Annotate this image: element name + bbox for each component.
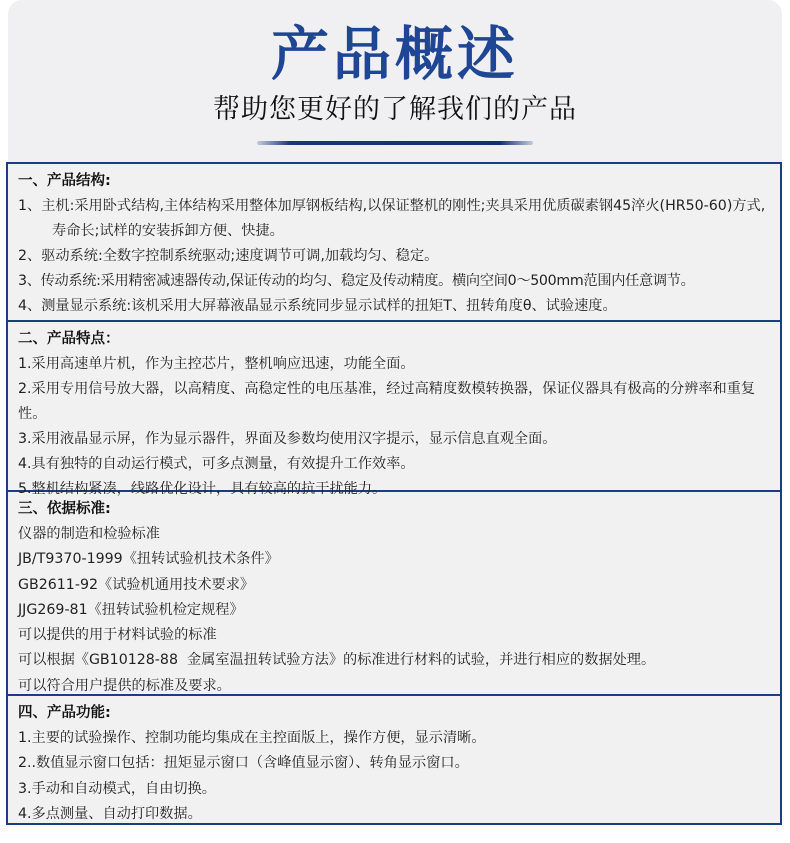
list-item: JJG269-81《扭转试验机检定规程》 xyxy=(18,601,244,618)
list-item: 可以符合用户提供的标准及要求。 xyxy=(18,677,231,694)
title-divider xyxy=(257,141,533,145)
list-item: 4.多点测量、自动打印数据。 xyxy=(18,805,202,822)
page-title: 产品概述 xyxy=(270,20,519,88)
list-item: JB/T9370-1999《扭转试验机技术条件》 xyxy=(18,551,279,568)
list-item: 1.采用高速单片机，作为主控芯片，整机响应迅速，功能全面。 xyxy=(18,356,415,372)
list-item: 仪器的制造和检验标准 xyxy=(18,526,160,542)
page-subtitle: 帮助您更好的了解我们的产品 xyxy=(213,94,577,125)
section-structure xyxy=(6,162,782,322)
list-item: 4、测量显示系统:该机采用大屏幕液晶显示系统同步显示试样的扭矩T、扭转角度θ、试验速度。 xyxy=(18,298,617,314)
section-functions xyxy=(6,694,782,825)
section-heading: 一、产品结构: xyxy=(18,173,111,189)
list-item: GB2611-92《试验机通用技术要求》 xyxy=(18,576,255,593)
list-item: 3.手动和自动模式，自由切换。 xyxy=(18,780,216,797)
section-heading: 二、产品特点： xyxy=(18,331,120,347)
list-item: 1、主机:采用卧式结构,主体结构采用整体加厚钢板结构,以保证整机的刚性;夹具采用优质碳素钢45淬火(HR50-60)方式,寿命长;试样的安装拆卸方便、快捷。 xyxy=(18,198,766,239)
list-item: 3、传动系统:采用精密减速器传动,保证传动的均匀、稳定及传动精度。横向空间0～500mm范围内任意调节。 xyxy=(18,273,695,289)
list-item: 2..数值显示窗口包括：扭矩显示窗口（含峰值显示窗）、转角显示窗口。 xyxy=(18,755,469,772)
section-standards xyxy=(6,490,782,696)
list-item: 3.采用液晶显示屏，作为显示器件，界面及参数均使用汉字提示，显示信息直观全面。 xyxy=(18,431,557,447)
list-item: 2.采用专用信号放大器，以高精度、高稳定性的电压基准，经过高精度数模转换器，保证仪器具有极高的分辨率和重复性。 xyxy=(18,381,756,422)
section-features xyxy=(6,320,782,497)
list-item: 可以提供的用于材料试验的标准 xyxy=(18,627,217,644)
list-item: 可以根据《GB10128-88 金属室温扭转试验方法》的标准进行材料的试验，并进行相应的数据处理。 xyxy=(18,652,656,669)
list-item: 5.整机结构紧凑，线路优化设计，具有较高的抗干扰能力。 xyxy=(18,481,387,497)
section-heading: 三、依据标准: xyxy=(18,501,111,517)
list-item: 2、驱动系统:全数字控制系统驱动;速度调节可调,加载均匀、稳定。 xyxy=(18,248,439,264)
hero-banner xyxy=(8,0,782,175)
content xyxy=(6,164,782,825)
list-item: 4.具有独特的自动运行模式，可多点测量，有效提升工作效率。 xyxy=(18,456,415,472)
list-item: 1.主要的试验操作、控制功能均集成在主控面版上，操作方便，显示清晰。 xyxy=(18,730,486,746)
section-heading: 四、产品功能: xyxy=(18,705,111,721)
